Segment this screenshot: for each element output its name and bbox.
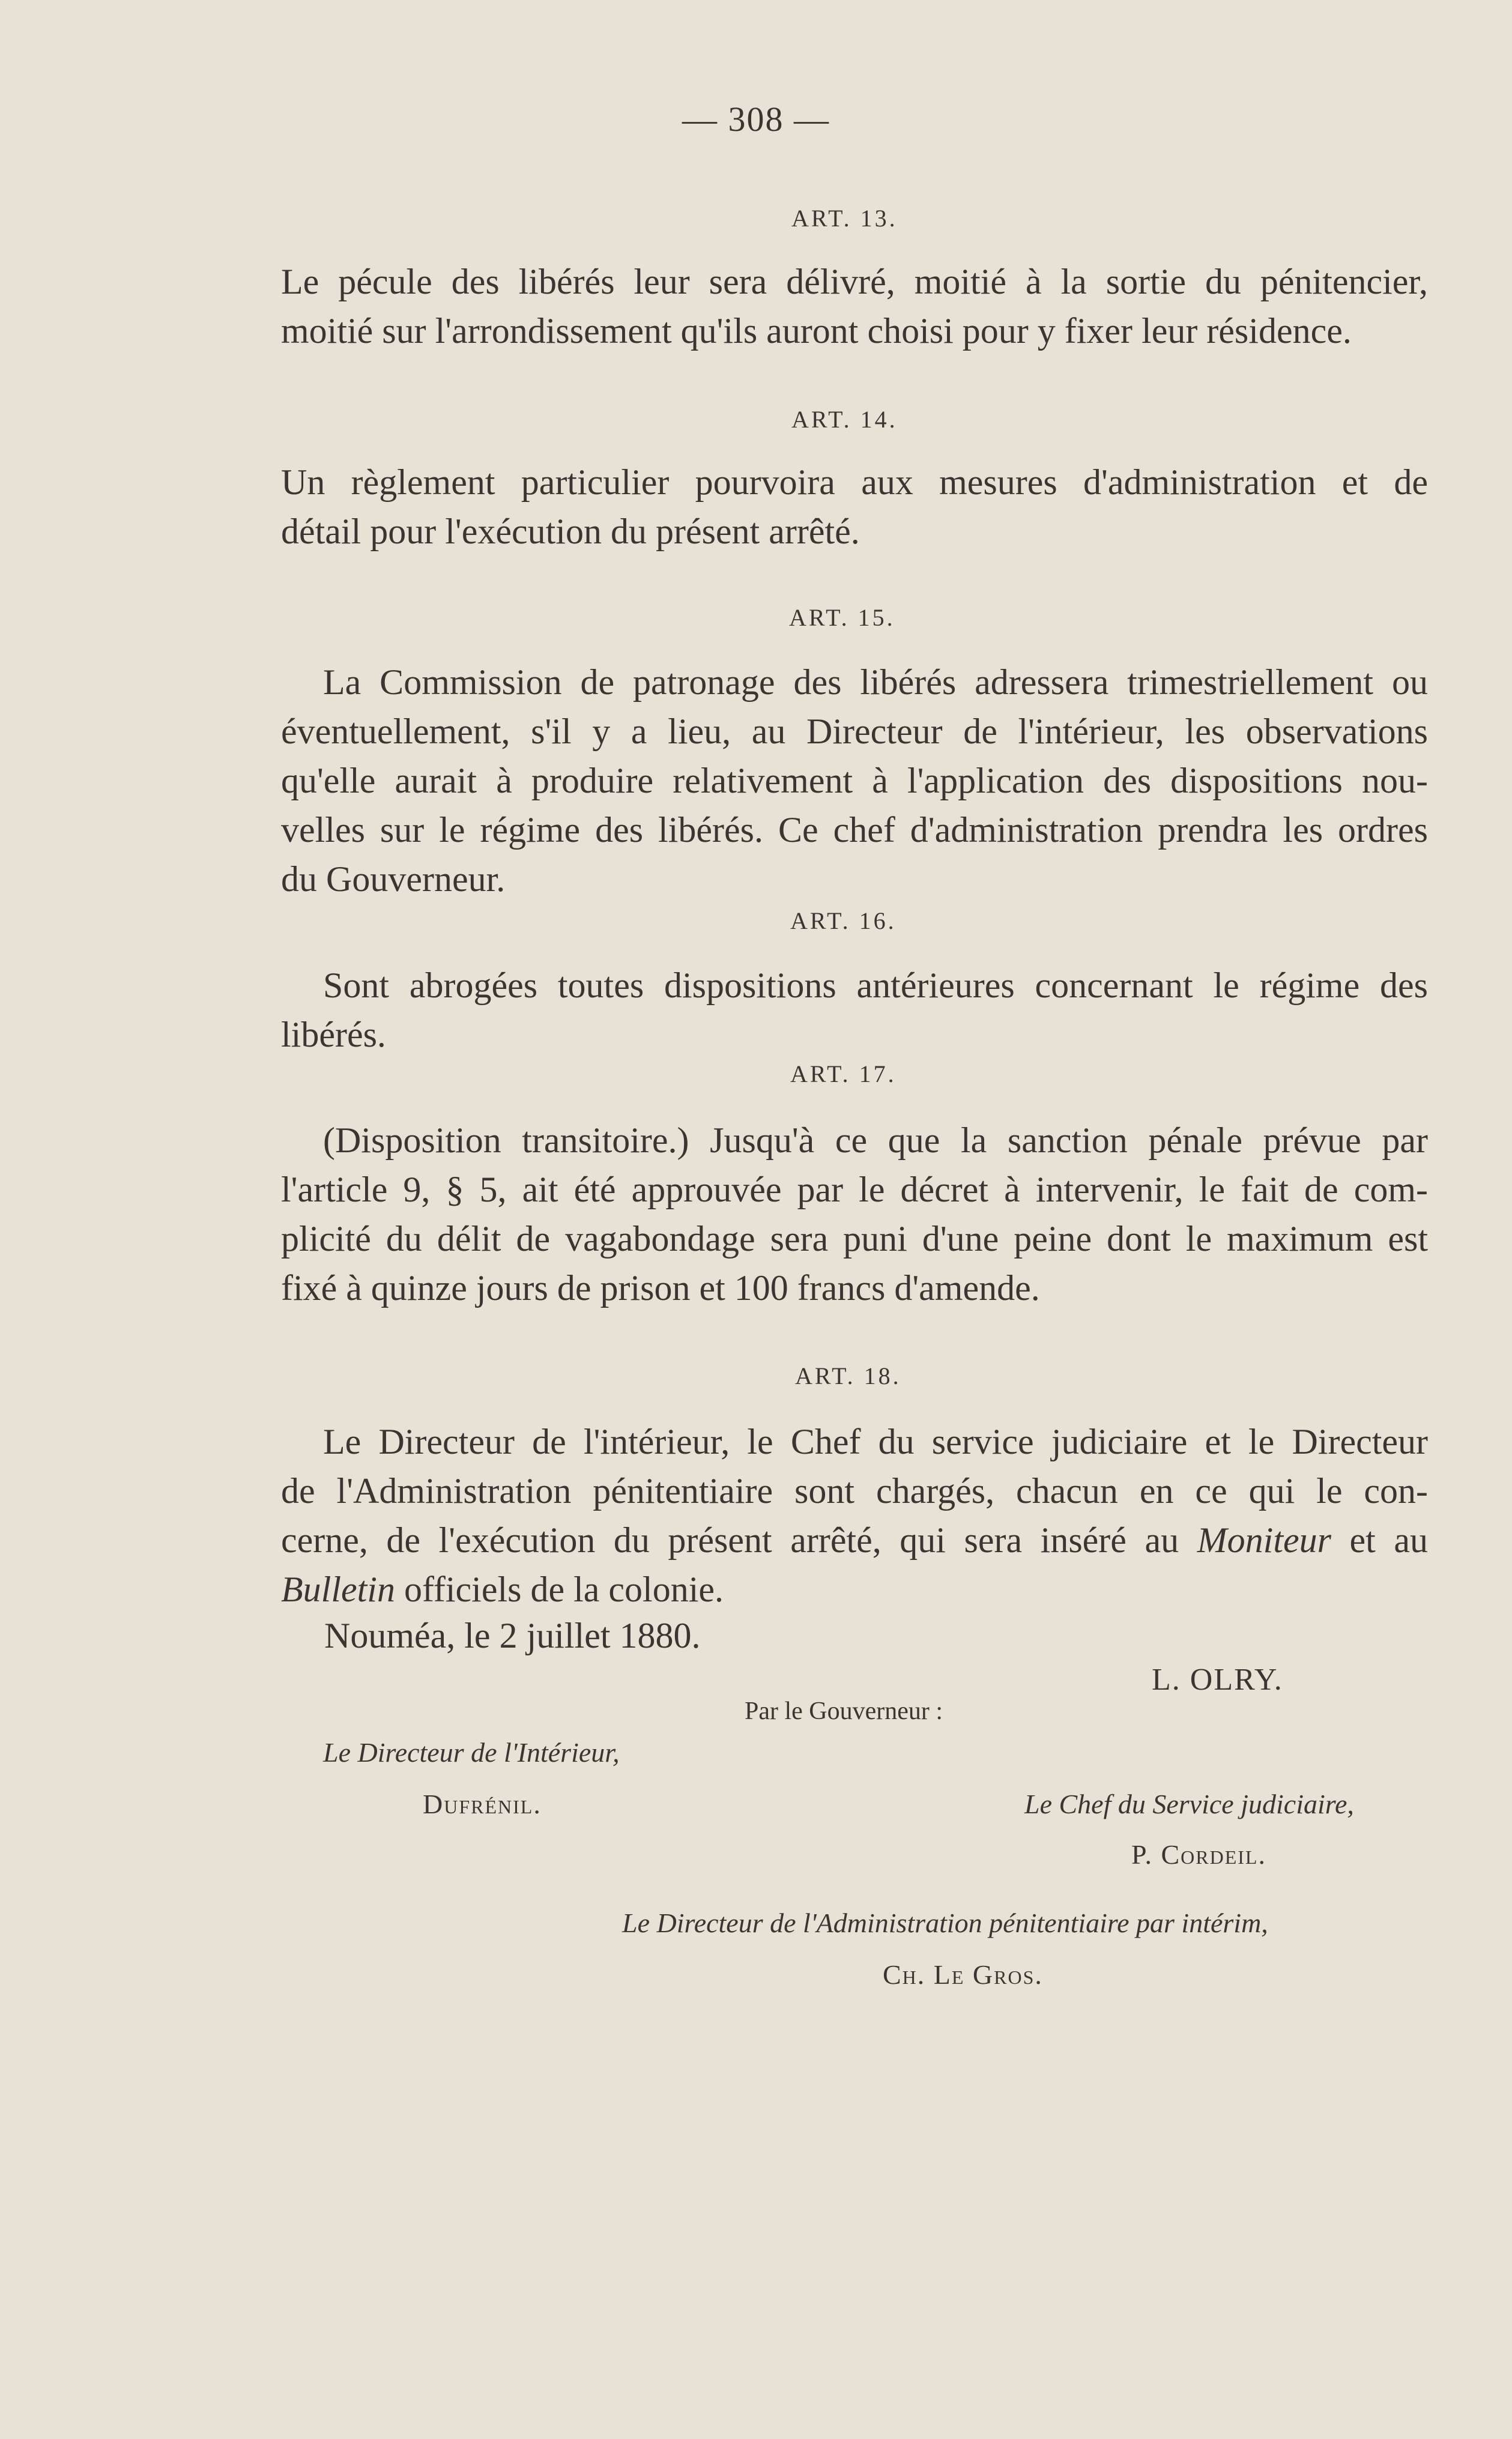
article-17-heading: ART. 17. xyxy=(790,1060,897,1087)
article-18-body xyxy=(281,1417,1428,1614)
article-17-body xyxy=(281,1116,1428,1313)
article-15-heading: ART. 15. xyxy=(789,604,895,631)
article-13-line-1: Le pécule des libérés leur sera délivré, moitié à la sortie du pénitencier, xyxy=(281,262,1428,301)
article-13-line-2: moitié sur l'arrondissement qu'ils auront choisi pour y fixer leur résidence. xyxy=(281,311,1352,351)
article-14-body xyxy=(281,458,1428,556)
article-14-heading: ART. 14. xyxy=(791,406,898,433)
article-13-body xyxy=(281,257,1428,355)
article-17-line-2: l'article 9, § 5, ait été approuvée par le décret à intervenir, le fait de com- xyxy=(281,1170,1428,1209)
et-au-word: et au xyxy=(1349,1520,1429,1560)
article-16-line-1: Sont abrogées toutes dispositions antérieures concernant le régime des xyxy=(323,966,1428,1005)
chef-service-title: Le Chef du Service judiciaire, xyxy=(1024,1789,1354,1819)
article-17-line-3: plicité du délit de vagabondage sera puni d'une peine dont le maximum est xyxy=(281,1219,1428,1259)
directeur-penit-name: Ch. Le Gros. xyxy=(883,1959,1043,1990)
place-date: Nouméa, le 2 juillet 1880. xyxy=(324,1616,701,1655)
directeur-interieur-title: Le Directeur de l'Intérieur, xyxy=(323,1737,620,1768)
article-16-body xyxy=(281,961,1428,1059)
article-18-line-1: Le Directeur de l'intérieur, le Chef du service judiciaire et le Directeur xyxy=(323,1422,1428,1461)
article-18-heading: ART. 18. xyxy=(795,1362,901,1389)
article-14-line-1: Un règlement particulier pourvoira aux mesures d'administration et de xyxy=(281,462,1428,502)
article-18-line-3 xyxy=(281,1516,1428,1565)
article-17-line-4: fixé à quinze jours de prison et 100 francs d'amende. xyxy=(281,1268,1040,1308)
article-15-line-1: La Commission de patronage des libérés adressera trimestriellement ou xyxy=(323,662,1428,702)
article-16-heading: ART. 16. xyxy=(790,907,897,934)
article-18-line-2: de l'Administration pénitentiaire sont chargés, chacun en ce qui le con- xyxy=(281,1471,1428,1511)
article-13-heading: ART. 13. xyxy=(791,205,898,232)
directeur-penit-title: Le Directeur de l'Administration pénitentiaire par intérim, xyxy=(622,1908,1268,1938)
article-15-line-3: qu'elle aurait à produire relativement à l'application des dispositions nou- xyxy=(281,761,1428,800)
article-15-body xyxy=(281,657,1428,904)
page-number: — 308 — xyxy=(682,100,830,139)
article-18-line-4-text: officiels de la colonie. xyxy=(404,1570,724,1609)
bulletin-word: Bulletin xyxy=(281,1570,395,1609)
article-15-line-5: du Gouverneur. xyxy=(281,859,506,899)
chef-service-name: P. Cordeil. xyxy=(1131,1839,1266,1870)
article-16-line-2: libérés. xyxy=(281,1015,386,1054)
article-17-line-1: (Disposition transitoire.) Jusqu'à ce que la sanction pénale prévue par xyxy=(323,1120,1428,1160)
article-15-line-4: velles sur le régime des libérés. Ce chef d'administration prendra les ordres xyxy=(281,810,1428,850)
directeur-interieur-name: Dufrénil. xyxy=(423,1789,542,1819)
article-15-line-2: éventuellement, s'il y a lieu, au Directeur de l'intérieur, les observations xyxy=(281,712,1428,751)
par-le-gouverneur: Par le Gouverneur : xyxy=(745,1697,943,1725)
article-14-line-2: détail pour l'exécution du présent arrêté. xyxy=(281,512,860,551)
governor-signature: L. OLRY. xyxy=(1152,1663,1283,1697)
article-18-line-4 xyxy=(281,1565,1428,1614)
article-18-line-3-text: cerne, de l'exécution du présent arrêté, qui sera inséré au xyxy=(281,1520,1179,1560)
moniteur-word: Moniteur xyxy=(1197,1520,1331,1560)
